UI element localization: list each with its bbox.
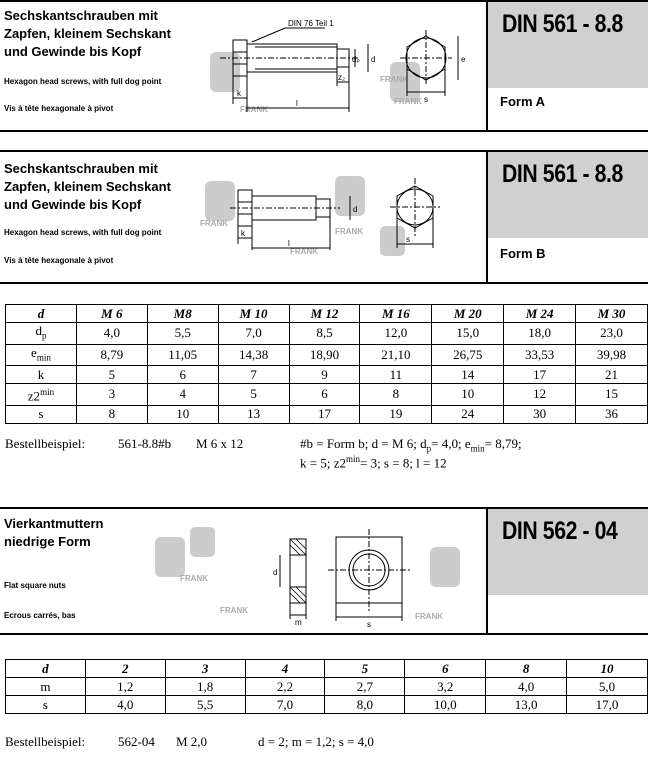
cell: 1,2 bbox=[85, 678, 165, 696]
cell: 9 bbox=[289, 366, 360, 384]
title-fr: Vis à tête hexagonale à pivot bbox=[4, 256, 114, 265]
svg-text:dₚ: dₚ bbox=[352, 55, 360, 64]
cell: 10 bbox=[147, 405, 218, 423]
header-cell: 3 bbox=[165, 660, 245, 678]
table-row bbox=[6, 405, 648, 423]
table-row bbox=[6, 678, 648, 696]
svg-text:d: d bbox=[371, 55, 376, 64]
title-de: Vierkantmuttern niedrige Form bbox=[4, 516, 104, 549]
svg-text:z₂: z₂ bbox=[338, 73, 346, 82]
cell: 8 bbox=[360, 384, 432, 405]
cell: 7 bbox=[218, 366, 289, 384]
svg-text:FRANK: FRANK bbox=[180, 574, 208, 583]
cell: 4 bbox=[147, 384, 218, 405]
cell: 5,0 bbox=[567, 678, 648, 696]
cell: 5,5 bbox=[147, 323, 218, 345]
header-cell: 2 bbox=[85, 660, 165, 678]
row-label: s bbox=[6, 696, 86, 714]
nut-drawing bbox=[150, 517, 470, 629]
header-cell: M 6 bbox=[76, 305, 147, 323]
order-details-line1: #b = Form b; d = M 6; $d_p= 4,0$; $e_{min}= 8,79$; bbox=[300, 436, 522, 454]
svg-text:k: k bbox=[241, 229, 245, 238]
cell: 17,0 bbox=[567, 696, 648, 714]
header-cell: M 24 bbox=[504, 305, 576, 323]
cell: 13,0 bbox=[486, 696, 567, 714]
svg-text:FRANK: FRANK bbox=[200, 219, 228, 228]
cell: 39,98 bbox=[576, 344, 648, 366]
din-number: DIN 561 - 8.8 bbox=[502, 160, 623, 188]
cell: 1,8 bbox=[165, 678, 245, 696]
row-label: $z2^{min}$ bbox=[6, 384, 77, 405]
svg-text:l: l bbox=[288, 239, 290, 248]
row-label: $d_p$ bbox=[6, 323, 77, 345]
cell: 11,05 bbox=[147, 344, 218, 366]
svg-text:k: k bbox=[237, 89, 241, 98]
header-cell: M 12 bbox=[289, 305, 360, 323]
svg-text:FRANK: FRANK bbox=[415, 612, 443, 621]
svg-text:s: s bbox=[406, 235, 410, 244]
screw-drawing-form-b bbox=[200, 166, 485, 266]
row-label: s bbox=[6, 405, 77, 423]
cell: 3 bbox=[76, 384, 147, 405]
order-size: M 2,0 bbox=[176, 734, 208, 749]
table-row bbox=[6, 366, 648, 384]
svg-text:DIN 76 Teil 1: DIN 76 Teil 1 bbox=[288, 19, 334, 28]
header-cell: 10 bbox=[567, 660, 648, 678]
header-cell: 5 bbox=[325, 660, 405, 678]
cell: 33,53 bbox=[504, 344, 576, 366]
row-label: k bbox=[6, 366, 77, 384]
cell: 4,0 bbox=[85, 696, 165, 714]
order-code: 561-8.8#b bbox=[118, 436, 172, 451]
header-cell: M 10 bbox=[218, 305, 289, 323]
cell: 36 bbox=[576, 405, 648, 423]
cell: 5,5 bbox=[165, 696, 245, 714]
cell: 15,0 bbox=[432, 323, 504, 345]
order-details-line2: k = 5; $z2^{min}= 3$; s = 8; l = 12 bbox=[300, 454, 447, 471]
cell: 3,2 bbox=[405, 678, 486, 696]
svg-text:FRANK: FRANK bbox=[240, 105, 268, 114]
screw-drawing-form-a bbox=[200, 12, 485, 124]
header-cell: M8 bbox=[147, 305, 218, 323]
title-en: Hexagon head screws, with full dog point bbox=[4, 77, 162, 86]
cell: 4,0 bbox=[486, 678, 567, 696]
din-number: DIN 561 - 8.8 bbox=[502, 10, 623, 38]
din-box bbox=[488, 152, 648, 238]
cell: 5 bbox=[76, 366, 147, 384]
cell: 11 bbox=[360, 366, 432, 384]
frank-watermark-logo bbox=[205, 176, 405, 256]
cell: 18,0 bbox=[504, 323, 576, 345]
table-row bbox=[6, 323, 648, 345]
din-box bbox=[488, 509, 648, 595]
svg-text:FRANK: FRANK bbox=[335, 227, 363, 236]
row-label: $e_{min}$ bbox=[6, 344, 77, 366]
cell: 17 bbox=[289, 405, 360, 423]
table-header-row bbox=[6, 660, 648, 678]
cell: 12,0 bbox=[360, 323, 432, 345]
cell: 7,0 bbox=[218, 323, 289, 345]
header-cell: M 30 bbox=[576, 305, 648, 323]
din-box bbox=[488, 2, 648, 88]
title-fr: Vis à tête hexagonale à pivot bbox=[4, 104, 114, 113]
svg-text:d: d bbox=[353, 205, 358, 214]
svg-text:FRANK: FRANK bbox=[220, 606, 248, 615]
cell: 6 bbox=[289, 384, 360, 405]
title-en: Hexagon head screws, with full dog point bbox=[4, 228, 162, 237]
din-number: DIN 562 - 04 bbox=[502, 517, 618, 545]
cell: 7,0 bbox=[245, 696, 325, 714]
title-de: Sechskantschrauben mit Zapfen, kleinem Sechskant und Gewinde bis Kopf bbox=[4, 8, 171, 59]
header-cell: 6 bbox=[405, 660, 486, 678]
header-cell: M 20 bbox=[432, 305, 504, 323]
header-cell: d bbox=[6, 305, 77, 323]
svg-text:FRANK: FRANK bbox=[394, 97, 422, 106]
table-row bbox=[6, 384, 648, 405]
order-size: M 6 x 12 bbox=[196, 436, 244, 451]
cell: 30 bbox=[504, 405, 576, 423]
svg-text:l: l bbox=[296, 99, 298, 108]
svg-text:FRANK: FRANK bbox=[290, 247, 318, 256]
cell: 8,0 bbox=[325, 696, 405, 714]
cell: 17 bbox=[504, 366, 576, 384]
cell: 19 bbox=[360, 405, 432, 423]
header-cell: d bbox=[6, 660, 86, 678]
title-de: Sechskantschrauben mit Zapfen, kleinem Sechskant und Gewinde bis Kopf bbox=[4, 161, 171, 212]
cell: 8,79 bbox=[76, 344, 147, 366]
cell: 15 bbox=[576, 384, 648, 405]
dimensions-table-din562 bbox=[5, 659, 648, 714]
cell: 10 bbox=[432, 384, 504, 405]
form-label: Form B bbox=[500, 246, 546, 261]
section-din562 bbox=[0, 507, 648, 635]
cell: 18,90 bbox=[289, 344, 360, 366]
cell: 5 bbox=[218, 384, 289, 405]
cell: 4,0 bbox=[76, 323, 147, 345]
order-example-label: Bestellbeispiel: bbox=[5, 734, 86, 749]
cell: 13 bbox=[218, 405, 289, 423]
cell: 2,2 bbox=[245, 678, 325, 696]
cell: 26,75 bbox=[432, 344, 504, 366]
svg-text:s: s bbox=[424, 95, 428, 104]
cell: 8 bbox=[76, 405, 147, 423]
svg-text:e: e bbox=[461, 55, 466, 64]
section-din561-form-b bbox=[0, 150, 648, 284]
header-cell: 8 bbox=[486, 660, 567, 678]
title-fr: Ecrous carrés, bas bbox=[4, 611, 76, 620]
cell: 6 bbox=[147, 366, 218, 384]
row-label: m bbox=[6, 678, 86, 696]
cell: 2,7 bbox=[325, 678, 405, 696]
header-cell: M 16 bbox=[360, 305, 432, 323]
cell: 8,5 bbox=[289, 323, 360, 345]
cell: 21,10 bbox=[360, 344, 432, 366]
table-row bbox=[6, 696, 648, 714]
header-cell: 4 bbox=[245, 660, 325, 678]
cell: 14,38 bbox=[218, 344, 289, 366]
cell: 10,0 bbox=[405, 696, 486, 714]
cell: 21 bbox=[576, 366, 648, 384]
svg-text:FRANK: FRANK bbox=[380, 75, 408, 84]
svg-text:s: s bbox=[367, 620, 371, 629]
form-label: Form A bbox=[500, 94, 546, 109]
section-din561-form-a bbox=[0, 0, 648, 132]
order-example-label: Bestellbeispiel: bbox=[5, 436, 86, 451]
title-en: Flat square nuts bbox=[4, 581, 66, 590]
cell: 24 bbox=[432, 405, 504, 423]
table-row bbox=[6, 344, 648, 366]
svg-text:m: m bbox=[295, 618, 302, 627]
cell: 23,0 bbox=[576, 323, 648, 345]
cell: 14 bbox=[432, 366, 504, 384]
order-details: d = 2; m = 1,2; s = 4,0 bbox=[258, 734, 374, 749]
table-header-row bbox=[6, 305, 648, 323]
svg-text:d: d bbox=[273, 568, 278, 577]
cell: 12 bbox=[504, 384, 576, 405]
order-code: 562-04 bbox=[118, 734, 155, 749]
dimensions-table-din561 bbox=[5, 304, 648, 424]
